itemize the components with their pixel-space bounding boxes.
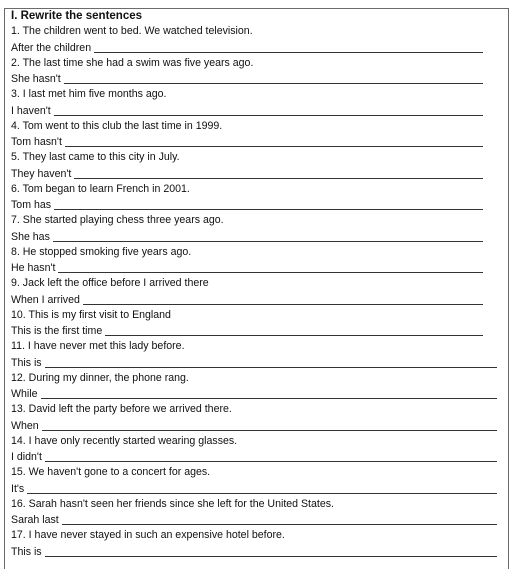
exercise-prompt: 8. He stopped smoking five years ago. xyxy=(11,245,192,258)
answer-stem: It's xyxy=(11,482,25,495)
exercise-prompt: 3. I last met him five months ago. xyxy=(11,88,167,100)
exercise-item xyxy=(11,24,503,56)
answer-stem: While xyxy=(11,388,38,400)
answer-stem: When xyxy=(11,419,39,432)
answer-stem: She hasn't xyxy=(11,73,61,85)
exercise-prompt: 17. I have never stayed in such an expensive hotel before. xyxy=(11,529,285,541)
answer-row xyxy=(11,260,503,276)
exercise-prompt: 15. We haven't gone to a concert for ages. xyxy=(11,466,211,478)
answer-blank[interactable] xyxy=(45,356,497,368)
exercise-item xyxy=(11,371,503,403)
answer-row xyxy=(11,449,503,465)
answer-blank[interactable] xyxy=(53,230,483,242)
answer-stem: This is the first time xyxy=(11,325,103,337)
answer-blank[interactable] xyxy=(105,324,483,336)
exercise-prompt: 9. Jack left the office before I arrived there xyxy=(11,277,209,289)
answer-stem: After the children xyxy=(11,41,92,54)
exercise-item xyxy=(11,56,503,88)
worksheet-heading: I. Rewrite the sentences xyxy=(11,10,143,22)
exercise-prompt: 14. I have only recently started wearing glasses. xyxy=(11,434,238,447)
exercise-item xyxy=(11,245,503,277)
answer-blank[interactable] xyxy=(83,293,483,305)
answer-row xyxy=(11,40,503,56)
answer-stem: I haven't xyxy=(11,104,51,117)
answer-row xyxy=(11,103,503,119)
exercise-item xyxy=(11,150,503,182)
exercise-list xyxy=(11,24,503,560)
exercise-prompt: 2. The last time she had a swim was five years ago. xyxy=(11,56,254,69)
exercise-item xyxy=(11,182,503,214)
answer-row xyxy=(11,229,503,245)
exercise-item xyxy=(11,276,503,308)
answer-stem: Sarah last xyxy=(11,514,59,526)
answer-row xyxy=(11,418,503,434)
worksheet-page xyxy=(4,8,509,569)
answer-blank[interactable] xyxy=(62,513,497,525)
answer-blank[interactable] xyxy=(41,387,498,399)
answer-row xyxy=(11,386,503,402)
exercise-prompt: 5. They last came to this city in July. xyxy=(11,151,180,163)
exercise-prompt: 11. I have never met this lady before. xyxy=(11,340,185,352)
answer-stem: This is xyxy=(11,356,42,369)
answer-blank[interactable] xyxy=(65,135,483,147)
answer-row xyxy=(11,292,503,308)
answer-row xyxy=(11,355,503,371)
exercise-item xyxy=(11,339,503,371)
exercise-prompt: 1. The children went to bed. We watched television. xyxy=(11,25,253,37)
answer-row xyxy=(11,166,503,182)
answer-stem: When I arrived xyxy=(11,293,80,306)
answer-blank[interactable] xyxy=(74,167,483,179)
exercise-prompt: 13. David left the party before we arrived there. xyxy=(11,403,232,415)
answer-row xyxy=(11,512,503,528)
exercise-item xyxy=(11,465,503,497)
answer-stem: I didn't xyxy=(11,451,42,463)
answer-blank[interactable] xyxy=(58,261,483,273)
exercise-item xyxy=(11,87,503,119)
answer-blank[interactable] xyxy=(54,198,483,210)
answer-blank[interactable] xyxy=(94,41,483,53)
answer-blank[interactable] xyxy=(45,545,497,557)
exercise-prompt: 10. This is my first visit to England xyxy=(11,308,171,321)
exercise-prompt: 12. During my dinner, the phone rang. xyxy=(11,371,189,384)
answer-blank[interactable] xyxy=(54,104,483,116)
answer-row xyxy=(11,481,503,497)
exercise-prompt: 6. Tom began to learn French in 2001. xyxy=(11,182,190,195)
exercise-item xyxy=(11,402,503,434)
answer-stem: This is xyxy=(11,545,42,558)
exercise-item xyxy=(11,497,503,529)
answer-stem: He hasn't xyxy=(11,262,56,274)
answer-blank[interactable] xyxy=(42,419,497,431)
exercise-prompt: 4. Tom went to this club the last time in 1999. xyxy=(11,119,223,132)
answer-stem: She has xyxy=(11,230,50,243)
answer-row xyxy=(11,197,503,213)
answer-stem: Tom hasn't xyxy=(11,136,62,148)
exercise-item xyxy=(11,308,503,340)
exercise-prompt: 7. She started playing chess three years ago. xyxy=(11,214,224,226)
answer-blank[interactable] xyxy=(27,482,497,494)
exercise-item xyxy=(11,213,503,245)
answer-blank[interactable] xyxy=(64,72,483,84)
answer-stem: Tom has xyxy=(11,199,52,211)
answer-row xyxy=(11,134,503,150)
answer-stem: They haven't xyxy=(11,167,72,180)
exercise-item xyxy=(11,434,503,466)
answer-blank[interactable] xyxy=(45,450,497,462)
answer-row xyxy=(11,544,503,560)
exercise-item xyxy=(11,119,503,151)
answer-row xyxy=(11,323,503,339)
answer-row xyxy=(11,71,503,87)
exercise-item xyxy=(11,528,503,560)
exercise-prompt: 16. Sarah hasn't seen her friends since she left for the United States. xyxy=(11,497,334,510)
